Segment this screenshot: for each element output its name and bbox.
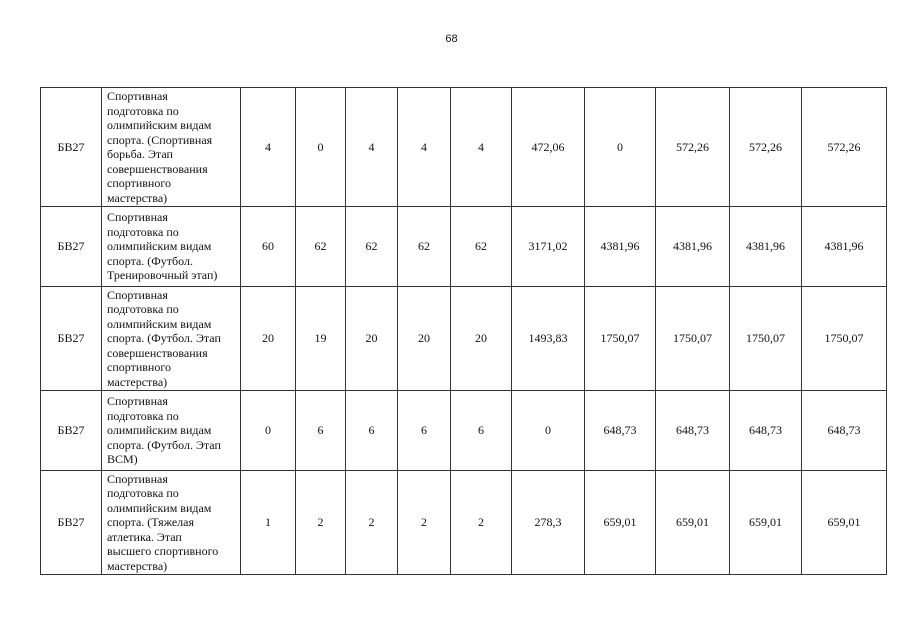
value-cell: 2 <box>296 471 346 575</box>
value-cell: 648,73 <box>730 391 802 471</box>
value-cell: 0 <box>512 391 585 471</box>
value-cell: 6 <box>451 391 512 471</box>
row-description: Спортивная подготовка по олимпийским видам спорта. (Футбол. Тренировочный этап) <box>102 207 241 287</box>
value-cell: 60 <box>241 207 296 287</box>
value-cell: 20 <box>241 287 296 391</box>
value-cell: 572,26 <box>730 88 802 207</box>
value-cell: 648,73 <box>802 391 887 471</box>
value-cell: 2 <box>398 471 451 575</box>
row-code: БВ27 <box>41 471 102 575</box>
row-code: БВ27 <box>41 207 102 287</box>
row-description: Спортивная подготовка по олимпийским видам спорта. (Тяжелая атлетика. Этап высшего спортивного мастерства) <box>102 471 241 575</box>
row-code: БВ27 <box>41 287 102 391</box>
value-cell: 648,73 <box>585 391 656 471</box>
data-table <box>40 87 887 575</box>
value-cell: 0 <box>296 88 346 207</box>
value-cell: 278,3 <box>512 471 585 575</box>
value-cell: 2 <box>346 471 398 575</box>
table-row <box>41 471 887 575</box>
value-cell: 472,06 <box>512 88 585 207</box>
value-cell: 4 <box>451 88 512 207</box>
value-cell: 659,01 <box>656 471 730 575</box>
value-cell: 1 <box>241 471 296 575</box>
value-cell: 62 <box>451 207 512 287</box>
value-cell: 2 <box>451 471 512 575</box>
value-cell: 6 <box>296 391 346 471</box>
row-code: БВ27 <box>41 391 102 471</box>
value-cell: 659,01 <box>802 471 887 575</box>
table-row <box>41 287 887 391</box>
value-cell: 659,01 <box>730 471 802 575</box>
row-description: Спортивная подготовка по олимпийским видам спорта. (Футбол. Этап совершенствования спортивного мастерства) <box>102 287 241 391</box>
table-row <box>41 207 887 287</box>
value-cell: 4381,96 <box>656 207 730 287</box>
value-cell: 4 <box>346 88 398 207</box>
page-number: 68 <box>445 33 458 45</box>
value-cell: 6 <box>398 391 451 471</box>
row-code: БВ27 <box>41 88 102 207</box>
value-cell: 4381,96 <box>730 207 802 287</box>
value-cell: 659,01 <box>585 471 656 575</box>
value-cell: 19 <box>296 287 346 391</box>
value-cell: 0 <box>241 391 296 471</box>
value-cell: 1750,07 <box>585 287 656 391</box>
value-cell: 20 <box>451 287 512 391</box>
value-cell: 1750,07 <box>802 287 887 391</box>
value-cell: 572,26 <box>656 88 730 207</box>
table-row <box>41 88 887 207</box>
value-cell: 572,26 <box>802 88 887 207</box>
value-cell: 62 <box>346 207 398 287</box>
value-cell: 6 <box>346 391 398 471</box>
value-cell: 4381,96 <box>585 207 656 287</box>
value-cell: 1750,07 <box>730 287 802 391</box>
row-description: Спортивная подготовка по олимпийским видам спорта. (Футбол. Этап ВСМ) <box>102 391 241 471</box>
value-cell: 4381,96 <box>802 207 887 287</box>
value-cell: 4 <box>398 88 451 207</box>
value-cell: 1493,83 <box>512 287 585 391</box>
value-cell: 62 <box>398 207 451 287</box>
value-cell: 20 <box>398 287 451 391</box>
value-cell: 3171,02 <box>512 207 585 287</box>
value-cell: 1750,07 <box>656 287 730 391</box>
value-cell: 0 <box>585 88 656 207</box>
row-description: Спортивная подготовка по олимпийским видам спорта. (Спортивная борьба. Этап совершенствования спортивного мастерства) <box>102 88 241 207</box>
value-cell: 4 <box>241 88 296 207</box>
value-cell: 648,73 <box>656 391 730 471</box>
value-cell: 62 <box>296 207 346 287</box>
value-cell: 20 <box>346 287 398 391</box>
table-row <box>41 391 887 471</box>
